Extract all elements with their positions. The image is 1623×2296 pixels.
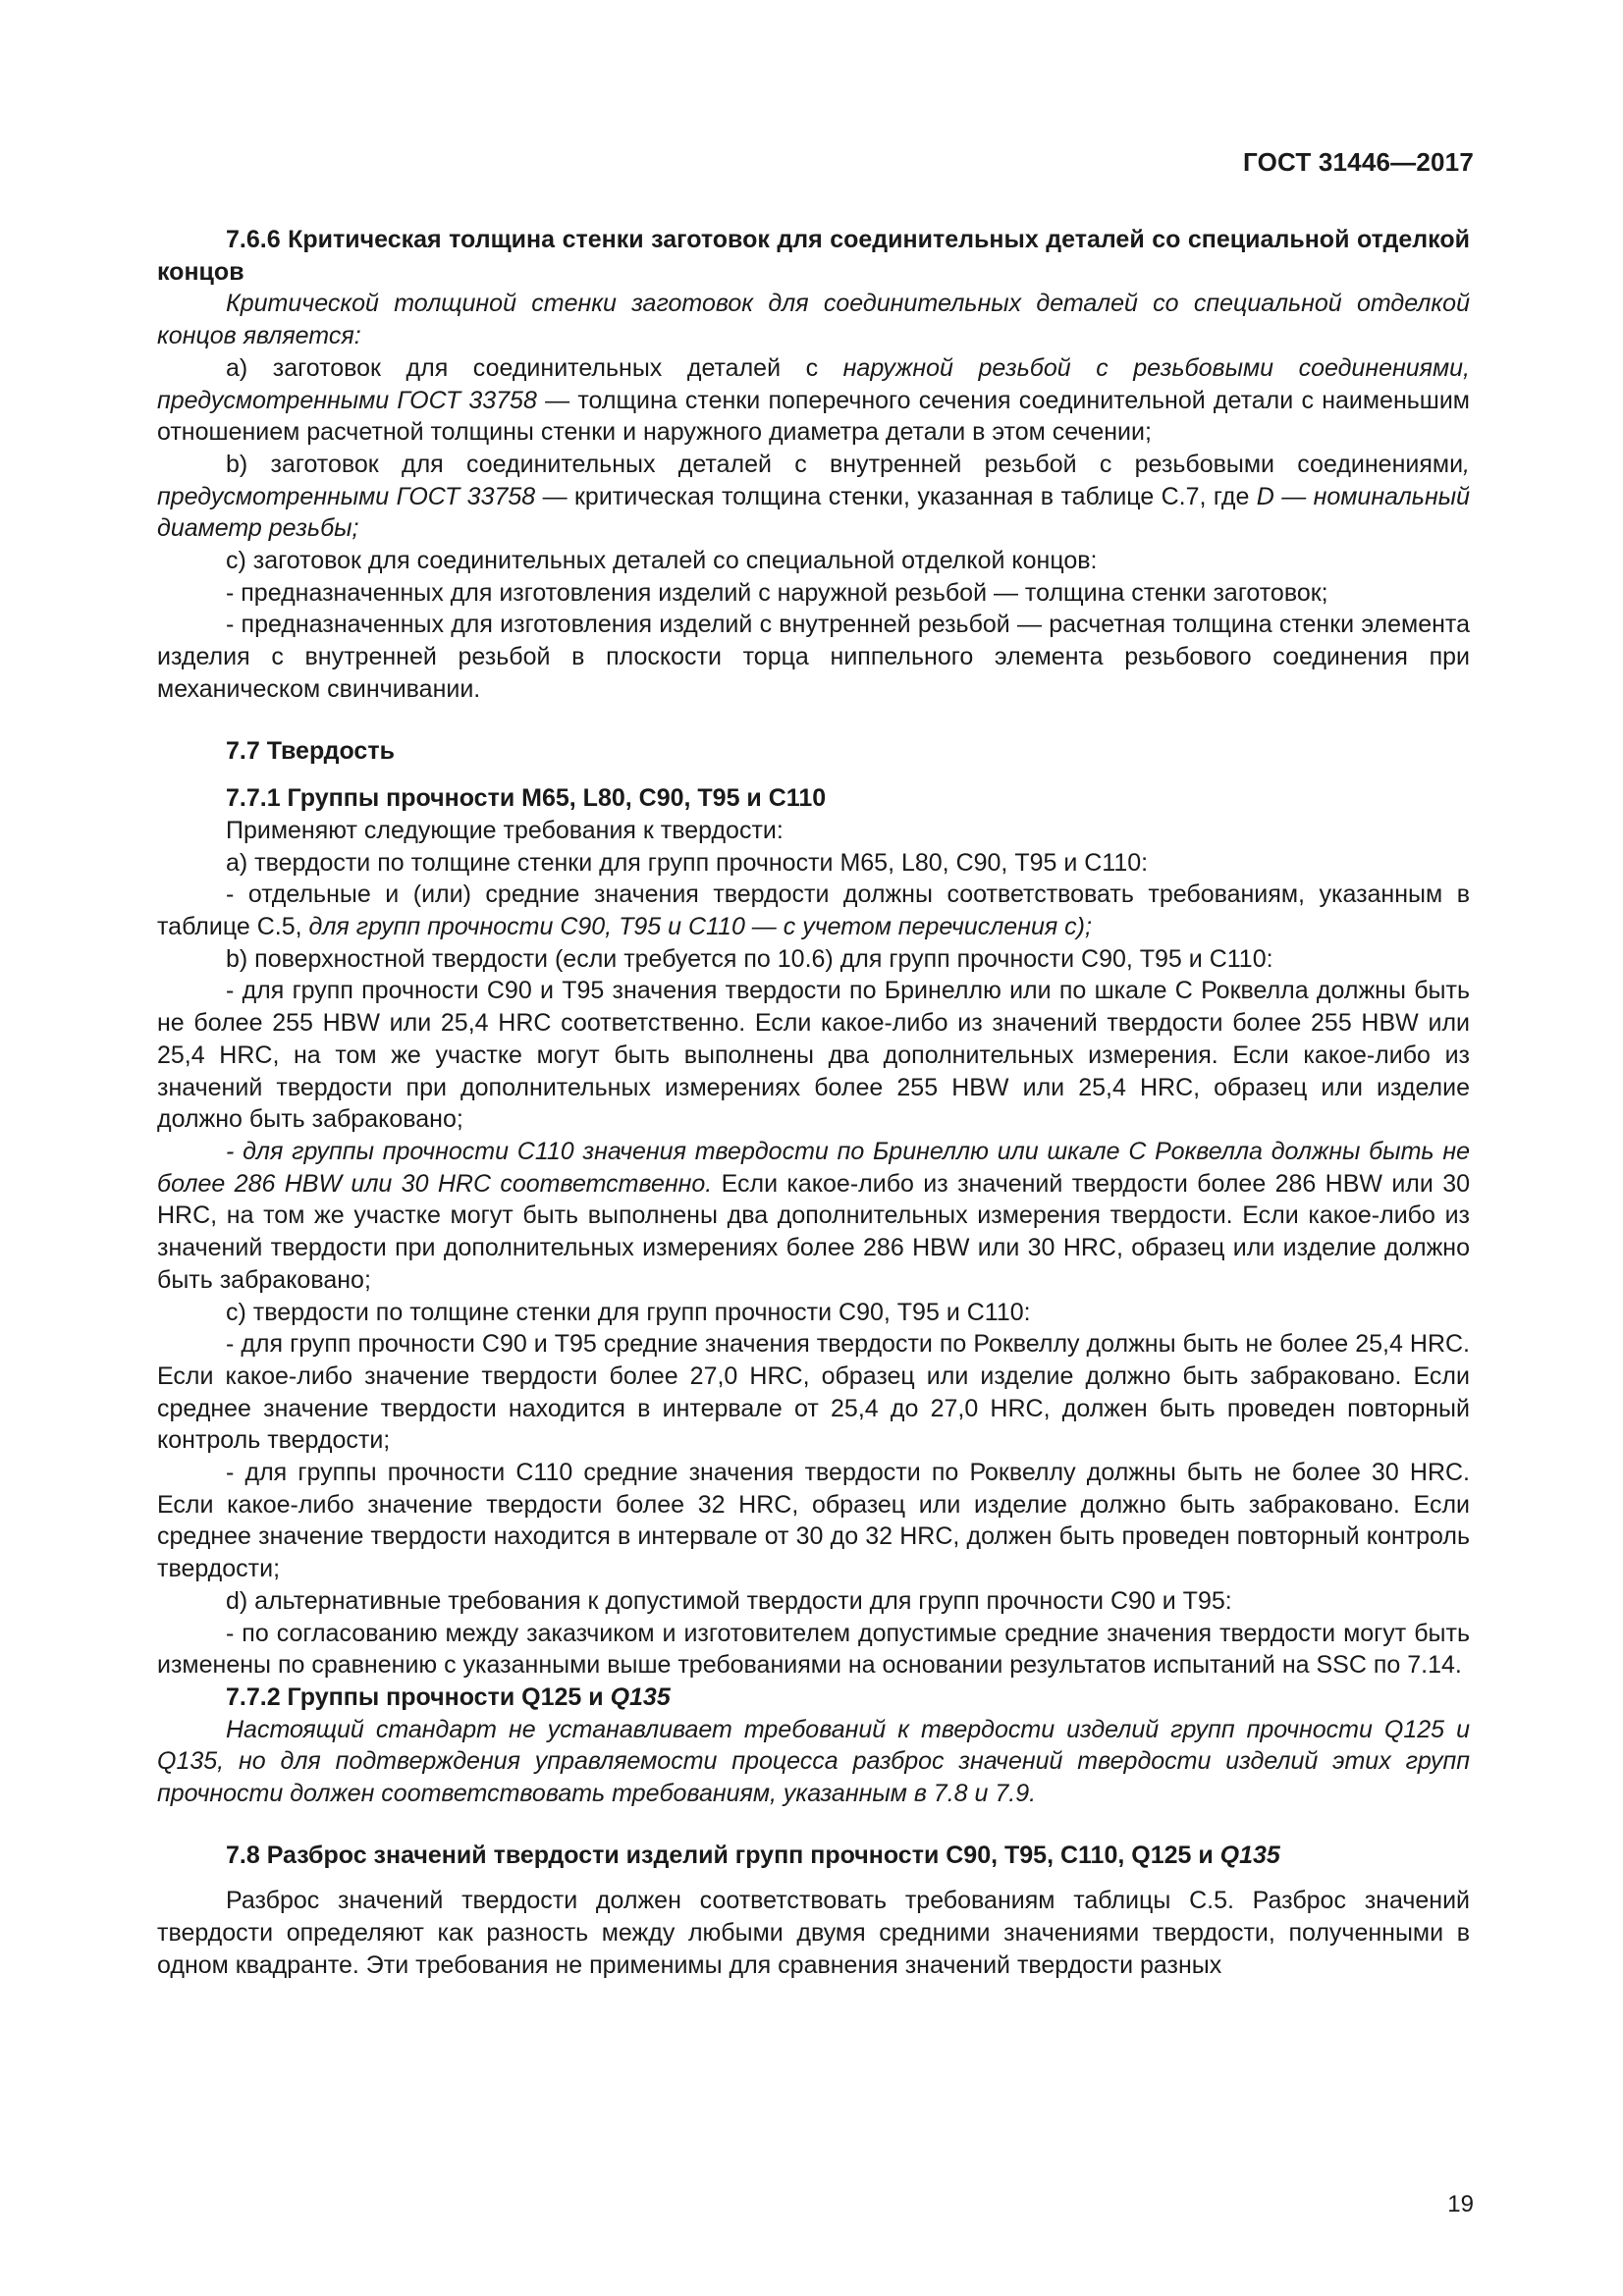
section-7-7-heading: 7.7 Твердость [226, 736, 395, 765]
section-7-7-2-text: Настоящий стандарт не устанавливает требований к твердости изделий групп прочности Q125 и Q135, но для подтверждения управляемости процесса разброс значений твердости изделий этих групп прочности должен соответствовать требованиям, указанным в 7.8 и 7.9. [157, 1715, 1470, 1808]
item-c-dash-1: - предназначенных для изготовления изделий с наружной резьбой — толщина стенки заготовок; [226, 578, 1328, 607]
hardness-item-c-dash-2: - для группы прочности С110 средние значения твердости по Роквеллу должны быть не более 30 HRC. Если какое-либо значение твердости более 32 HRC, образец или изделие должно быть забраковано. Если среднее значение твердости находится в интервале от 30 до 32 HRC, должен быть проведен повторный контроль твердости; [157, 1459, 1470, 1583]
item-a: а) заготовок для соединительных деталей с наружной резьбой с резьбовыми соединениями, предусмотренными ГОСТ 33758 — толщина стенки поперечного сечения соединительной детали с наименьшим отношением расчетной толщины стенки и наружного диаметра детали в этом сечении; [157, 353, 1470, 447]
hardness-item-a: а) твердости по толщине стенки для групп прочности М65, L80, С90, Т95 и С110: [226, 848, 1149, 877]
hardness-item-c-dash-1: - для групп прочности С90 и Т95 средние значения твердости по Роквеллу должны быть не более 25,4 HRC. Если какое-либо значение твердости более 27,0 HRC, образец или изделие должно быть забраковано. Если среднее значение твердости находится в интервале от 25,4 до 27,0 HRC, должен быть проведен повторный контроль твердости; [157, 1330, 1470, 1455]
item-c: с) заготовок для соединительных деталей со специальной отделкой концов: [226, 547, 1098, 575]
section-7-8-text: Разброс значений твердости должен соответствовать требованиям таблицы С.5. Разброс значений твердости определяют как разность между любыми двумя средними значениями твердости, полученными в одном квадранте. Эти требования не применимы для сравнения значений твердости разных [157, 1887, 1470, 1979]
hardness-item-d: d) альтернативные требования к допустимой твердости для групп прочности С90 и Т95: [226, 1586, 1232, 1615]
hardness-item-b-dash-2: - для группы прочности С110 значения твердости по Бринеллю или шкале С Роквелла должны быть не более 286 HBW или 30 HRC соответственно. Если какое-либо из значений твердости более 286 HBW или 30 HRC, на том же участке могут быть выполнены два дополнительных измерения твердости. Если какое-либо из значений твердости при дополнительных измерениях более 286 HBW или 30 HRC, образец или изделие должно быть забраковано; [157, 1137, 1471, 1294]
section-7-7-1-heading: 7.7.1 Группы прочности М65, L80, С90, Т95 и С110 [226, 784, 827, 813]
page-number: 19 [1447, 2191, 1474, 2217]
document-header: ГОСТ 31446—2017 [1243, 147, 1474, 177]
hardness-item-b: b) поверхностной твердости (если требуется по 10.6) для групп прочности С90, Т95 и С110: [226, 944, 1273, 973]
section-7-6-6-heading: 7.6.6 Критическая толщина стенки заготовок для соединительных деталей со специальной отделкой концов [157, 226, 1470, 286]
item-b: b) заготовок для соединительных деталей с внутренней резьбой с резьбовыми соединениями, предусмотренными ГОСТ 33758 — критическая толщина стенки, указанная в таблице С.7, где D — номинальный диаметр резьбы; [157, 450, 1471, 543]
hardness-item-b-dash-1: - для групп прочности С90 и Т95 значения твердости по Бринеллю или по шкале С Роквелла должны быть не более 255 HBW или 25,4 HRC соответственно. Если какое-либо из значений твердости более 255 HBW или 25,4 HRC, на том же участке могут быть выполнены два дополнительных измерения. Если какое-либо из значений твердости при дополнительных измерениях более 255 HBW или 25,4 HRC, образец или изделие должно быть забраковано; [157, 977, 1470, 1134]
hardness-item-c: с) твердости по толщине стенки для групп прочности С90, Т95 и С110: [226, 1298, 1031, 1326]
section-7-8-heading: 7.8 Разброс значений твердости изделий групп прочности С90, Т95, С110, Q125 и Q135 [226, 1841, 1280, 1869]
item-c-dash-2: - предназначенных для изготовления изделий с внутренней резьбой — расчетная толщина стенки элемента изделия с внутренней резьбой в плоскости торца ниппельного элемента резьбового соединения при механическом свинчивании. [157, 611, 1470, 703]
hardness-item-d-dash: - по согласованию между заказчиком и изготовителем допустимые средние значения твердости могут быть изменены по сравнению с указанными выше требованиями на основании результатов испытаний на SSC по 7.14. [157, 1619, 1470, 1680]
document-body [157, 224, 1470, 1982]
section-7-7-2-heading: 7.7.2 Группы прочности Q125 и Q135 [226, 1682, 671, 1711]
section-7-7-1-intro: Применяют следующие требования к твердости: [226, 816, 784, 844]
hardness-item-a-dash: - отдельные и (или) средние значения твердости должны соответствовать требованиям, указанным в таблице С.5, для групп прочности С90, Т95 и С110 — с учетом перечисления с); [157, 881, 1470, 941]
section-7-6-6-intro: Критической толщиной стенки заготовок для соединительных деталей со специальной отделкой концов является: [157, 290, 1470, 350]
